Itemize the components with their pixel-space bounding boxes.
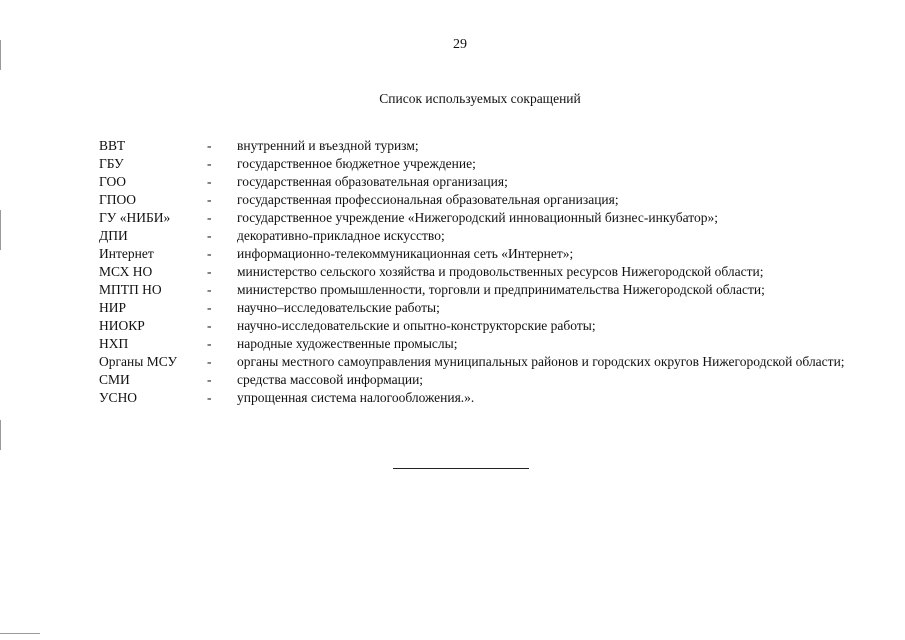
abbreviation-dash: - — [207, 300, 212, 315]
abbreviation-term: НХП — [99, 336, 129, 351]
abbreviation-definition: средства массовой информации; — [237, 372, 424, 387]
abbreviation-dash: - — [207, 228, 212, 243]
abbreviation-definition: упрощенная система налогообложения.». — [237, 390, 475, 405]
abbreviation-dash: - — [207, 156, 212, 171]
abbreviation-row — [99, 371, 879, 389]
abbreviation-dash: - — [207, 318, 212, 333]
abbreviation-term: ГОО — [99, 174, 126, 189]
end-of-section-rule — [393, 468, 529, 469]
abbreviation-dash: - — [207, 372, 212, 387]
abbreviation-dash: - — [207, 282, 212, 297]
abbreviation-row — [99, 173, 879, 191]
abbreviation-row — [99, 191, 879, 209]
abbreviation-term: ГБУ — [99, 156, 124, 171]
abbreviation-definition: государственная образовательная организация; — [237, 174, 508, 189]
abbreviation-dash: - — [207, 246, 212, 261]
abbreviation-dash: - — [207, 192, 212, 207]
abbreviation-definition: министерство сельского хозяйства и продовольственных ресурсов Нижегородской области; — [237, 264, 764, 279]
abbreviation-term: НИР — [99, 300, 127, 315]
abbreviation-definition: внутренний и въездной туризм; — [237, 138, 419, 153]
abbreviation-definition: народные художественные промыслы; — [237, 336, 458, 351]
abbreviation-dash: - — [207, 210, 212, 225]
abbreviation-row — [99, 335, 879, 353]
abbreviation-term: Органы МСУ — [99, 354, 178, 369]
abbreviation-term: СМИ — [99, 372, 130, 387]
abbreviation-dash: - — [207, 138, 212, 153]
abbreviation-row — [99, 317, 879, 335]
abbreviation-row — [99, 245, 879, 263]
abbreviation-term: ГУ «НИБИ» — [99, 210, 171, 225]
scan-edge-mark — [0, 633, 40, 634]
abbreviation-term: НИОКР — [99, 318, 145, 333]
abbreviation-term: МСХ НО — [99, 264, 153, 279]
abbreviation-row — [99, 281, 879, 299]
abbreviation-row — [99, 389, 879, 407]
abbreviation-dash: - — [207, 354, 212, 369]
abbreviation-dash: - — [207, 390, 212, 405]
abbreviation-definition: государственное учреждение «Нижегородский инновационный бизнес-инкубатор»; — [237, 210, 718, 225]
abbreviation-definition: научно-исследовательские и опытно-конструкторские работы; — [237, 318, 596, 333]
abbreviation-term: ВВТ — [99, 138, 126, 153]
abbreviation-term: ДПИ — [99, 228, 128, 243]
abbreviation-term: МПТП НО — [99, 282, 162, 297]
abbreviation-definition: государственная профессиональная образовательная организация; — [237, 192, 619, 207]
page-number: 29 — [453, 37, 467, 52]
abbreviation-dash: - — [207, 264, 212, 279]
abbreviation-row — [99, 263, 879, 281]
abbreviation-term: ГПОО — [99, 192, 137, 207]
scan-edge-mark — [0, 420, 1, 450]
abbreviation-row — [99, 227, 879, 245]
page-title: Список используемых сокращений — [379, 91, 581, 106]
abbreviation-dash: - — [207, 336, 212, 351]
abbreviation-term: Интернет — [99, 246, 154, 261]
abbreviation-definition: министерство промышленности, торговли и предпринимательства Нижегородской области; — [237, 282, 765, 297]
abbreviation-row — [99, 353, 879, 371]
abbreviation-definition: органы местного самоуправления муниципальных районов и городских округов Нижегородской области; — [237, 354, 845, 369]
abbreviation-row — [99, 209, 879, 227]
abbreviation-row — [99, 155, 879, 173]
abbreviation-dash: - — [207, 174, 212, 189]
abbreviation-term: УСНО — [99, 390, 138, 405]
abbreviation-list — [99, 137, 879, 407]
scan-edge-mark — [0, 210, 1, 250]
abbreviation-definition: информационно-телекоммуникационная сеть «Интернет»; — [237, 246, 574, 261]
abbreviation-definition: декоративно-прикладное искусство; — [237, 228, 445, 243]
abbreviation-definition: научно–исследовательские работы; — [237, 300, 440, 315]
abbreviation-row — [99, 299, 879, 317]
abbreviation-definition: государственное бюджетное учреждение; — [237, 156, 476, 171]
abbreviation-row — [99, 137, 879, 155]
